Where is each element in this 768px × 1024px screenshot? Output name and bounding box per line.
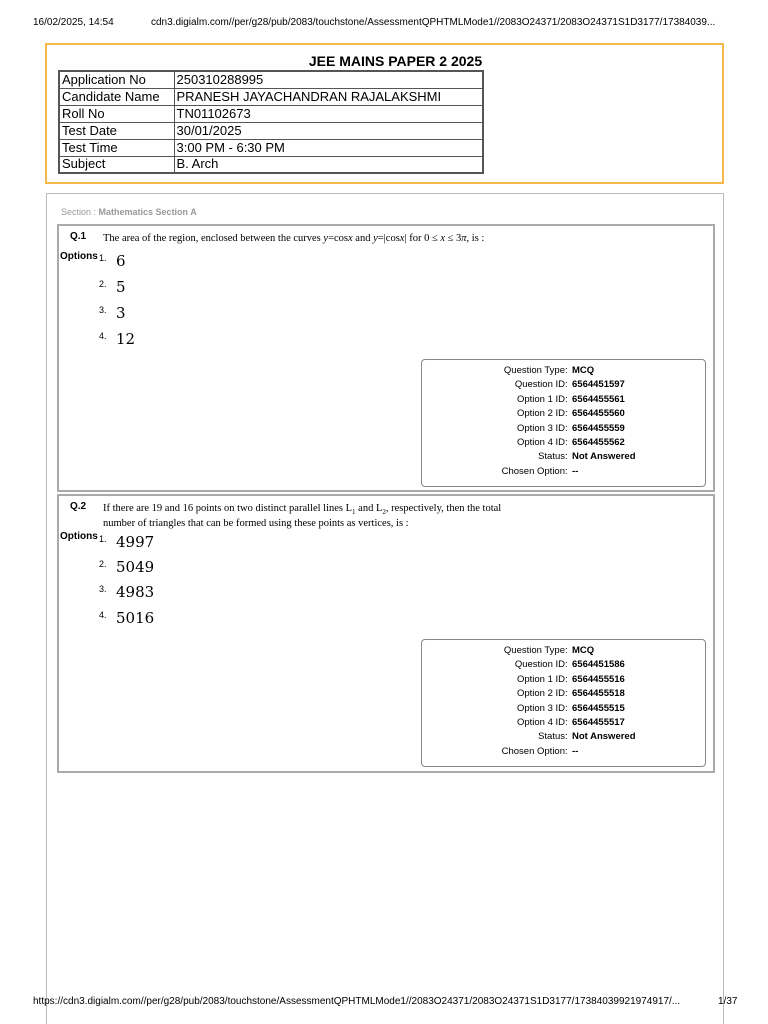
q-text-part: =|cos [377,233,400,244]
info-value: 250310288995 [174,71,483,88]
question-text-line-1 [103,503,501,518]
candidate-info-table [58,70,484,174]
info-row-test-date [59,122,483,139]
meta-label: Question ID [514,659,565,670]
q-text-part: and [352,233,374,244]
option-number: 3. [99,305,107,315]
meta-option1-id: Option 1 ID : 6564455516 [516,674,625,685]
info-value: B. Arch [174,156,483,173]
footer-url: https://cdn3.digialm.com//per/g28/pub/2083/touchstone/AssessmentQPHTMLMode1//2083O24371/2083O24371S1D3177/17384039921974917/... [33,996,681,1007]
option-value: 4983 [116,583,155,601]
meta-value: -- [572,746,579,757]
option-value: 12 [116,330,136,348]
info-label: Test Date [59,122,174,139]
meta-value: 6564455516 [572,674,625,685]
meta-option4-id: Option 4 ID : 6564455562 [516,437,625,448]
question-card-1 [57,224,715,492]
print-header [0,17,768,33]
info-label: Test Time [59,139,174,156]
q-text-part: | for 0 ≤ [404,233,441,244]
meta-label: Option 4 ID [516,717,565,728]
question-meta-panel [421,359,706,487]
meta-label: Chosen Option [501,746,565,757]
meta-label: Status [538,451,565,462]
question-card-2 [57,494,715,773]
option-value: 3 [116,304,126,322]
meta-question-id: Question ID : 6564451586 [514,659,625,670]
question-text [103,233,484,244]
meta-label: Option 3 ID [516,703,565,714]
info-row-application-no [59,71,483,88]
q-text-part: , respectively, then the total [385,503,502,514]
exam-title: JEE MAINS PAPER 2 2025 [308,53,483,69]
q-text-part: , is : [466,233,485,244]
meta-label: Status [538,731,565,742]
q-math-var: x [348,233,353,244]
meta-label: Option 2 ID [516,688,565,699]
meta-status: Status : Not Answered [538,451,636,462]
question-text-line-2: number of triangles that can be formed using these points as vertices, is : [103,518,409,530]
meta-value: MCQ [572,365,595,376]
meta-value: 6564455518 [572,688,625,699]
meta-label: Option 2 ID [516,408,565,419]
meta-value: -- [572,466,579,477]
meta-label: Question Type [503,645,565,656]
question-meta-panel [421,639,706,767]
option-number: 2. [99,559,107,569]
info-value: PRANESH JAYACHANDRAN RAJALAKSHMI [174,88,483,105]
meta-question-type: Question Type : MCQ [503,645,595,656]
option-number: 4. [99,610,107,620]
option-value: 6 [116,252,126,270]
meta-label: Question Type [503,365,565,376]
meta-value: 6564451597 [572,379,625,390]
options-label: Options [60,531,98,542]
info-row-roll-no [59,105,483,122]
section-prefix: Section : [61,207,99,217]
meta-chosen-option: Chosen Option : -- [501,466,579,477]
meta-chosen-option: Chosen Option : -- [501,746,579,757]
page-number: 1/37 [718,996,738,1007]
info-label: Application No [59,71,174,88]
meta-question-type: Question Type : MCQ [503,365,595,376]
meta-label: Option 3 ID [516,423,565,434]
meta-option2-id: Option 2 ID : 6564455560 [516,408,625,419]
print-url: cdn3.digialm.com//per/g28/pub/2083/touchstone/AssessmentQPHTMLMode1//2083O24371/2083O24371S1D3177/17384039... [151,17,716,28]
info-row-candidate-name [59,88,483,105]
q-math-var: π [461,233,467,244]
meta-option4-id: Option 4 ID : 6564455517 [516,717,625,728]
exam-header-box [45,43,724,184]
meta-value: Not Answered [572,451,636,462]
q-text-part: =cos [328,233,348,244]
options-label: Options [60,251,98,262]
option-value: 5 [116,278,126,296]
option-value: 5016 [116,609,155,627]
print-datetime: 16/02/2025, 14:54 [33,17,114,28]
meta-option3-id: Option 3 ID : 6564455515 [516,703,625,714]
meta-value: 6564455560 [572,408,625,419]
meta-option2-id: Option 2 ID : 6564455518 [516,688,625,699]
q-subscript: 2 [382,508,386,517]
meta-option1-id: Option 1 ID : 6564455561 [516,394,625,405]
meta-value: 6564451586 [572,659,625,670]
meta-question-id: Question ID : 6564451597 [514,379,625,390]
meta-label: Question ID [514,379,565,390]
meta-value: 6564455515 [572,703,625,714]
info-label: Candidate Name [59,88,174,105]
option-number: 1. [99,253,107,263]
meta-value: 6564455561 [572,394,625,405]
option-number: 1. [99,534,107,544]
question-number: Q.2 [70,501,87,512]
meta-label: Chosen Option [501,466,565,477]
section-label [61,207,197,217]
info-label: Subject [59,156,174,173]
q-math-var: x [440,233,445,244]
option-value: 4997 [116,533,155,551]
info-value: 3:00 PM - 6:30 PM [174,139,483,156]
meta-label: Option 1 ID [516,674,565,685]
meta-status: Status : Not Answered [538,731,636,742]
option-number: 2. [99,279,107,289]
question-number: Q.1 [70,231,87,242]
q-text-part: The area of the region, enclosed between the curves [103,233,324,244]
meta-value: Not Answered [572,731,636,742]
meta-value: MCQ [572,645,595,656]
info-label: Roll No [59,105,174,122]
info-value: 30/01/2025 [174,122,483,139]
question-text [103,503,501,529]
info-value: TN01102673 [174,105,483,122]
q-subscript: 1 [352,508,356,517]
meta-label: Option 1 ID [516,394,565,405]
option-value: 5049 [116,558,155,576]
meta-option3-id: Option 3 ID : 6564455559 [516,423,625,434]
option-number: 3. [99,584,107,594]
print-footer [0,996,768,1010]
meta-value: 6564455559 [572,423,625,434]
option-number: 4. [99,331,107,341]
info-row-subject [59,156,483,173]
q-math-var: y [373,233,378,244]
section-container [46,193,724,1024]
q-text-part: ≤ 3 [445,233,462,244]
section-name: Mathematics Section A [98,207,197,217]
q-text-part: and L [355,503,383,514]
info-row-test-time [59,139,483,156]
q-text-part: If there are 19 and 16 points on two distinct parallel lines L [103,503,353,514]
meta-label: Option 4 ID [516,437,565,448]
meta-value: 6564455562 [572,437,625,448]
q-math-var: y [323,233,329,244]
meta-value: 6564455517 [572,717,625,728]
q-math-var: x [399,233,405,244]
